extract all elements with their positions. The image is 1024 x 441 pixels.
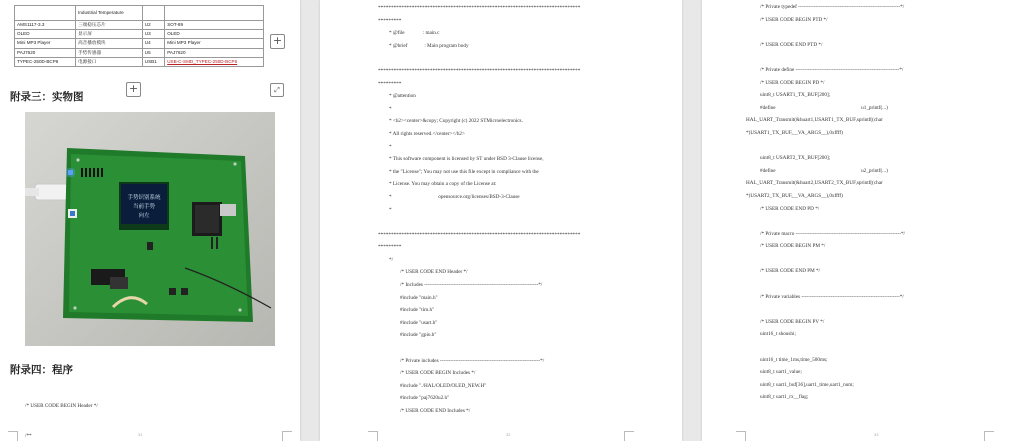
table-cell: USB1 xyxy=(142,57,164,66)
table-cell: TYPEC-250D-BCP6 xyxy=(15,57,76,66)
table-row xyxy=(15,39,264,48)
page2-code xyxy=(378,2,580,418)
table-cell xyxy=(165,6,264,21)
code-line: ********* xyxy=(378,80,402,87)
code-line xyxy=(746,140,905,153)
crop-mark xyxy=(984,431,994,441)
plus-icon: + xyxy=(128,82,139,95)
code-line: * xyxy=(389,206,392,213)
code-line: /* Private macro -------------------------------------------------------------*/ xyxy=(760,230,905,237)
code-line: /* Private variables ---------------------------------------------------------*/ xyxy=(760,293,904,300)
table-cell: PAJ7620 xyxy=(165,48,264,57)
crop-mark xyxy=(8,431,18,441)
code-line: /* USER CODE END PM */ xyxy=(760,268,821,275)
table-cell: 三端稳压芯片 xyxy=(76,21,143,30)
code-line: /* USER CODE BEGIN PTD */ xyxy=(760,16,828,23)
code-line: ********* xyxy=(378,244,402,251)
appendix-3-heading: 附录三：实物图 xyxy=(10,91,84,103)
code-line: HAL_UART_Transmit(&huart1,USART1_TX_BUF,sprintf((char xyxy=(746,117,883,124)
code-line: * xyxy=(389,143,392,150)
code-line xyxy=(378,216,580,229)
code-line: /* USER CODE END Includes */ xyxy=(400,408,471,414)
table-cell: AMS1117-3.3 xyxy=(15,21,76,30)
table-resize-handle[interactable] xyxy=(270,83,284,97)
table-cell: OLED xyxy=(15,30,76,39)
plus-icon: + xyxy=(272,34,283,47)
add-row-button[interactable] xyxy=(126,82,141,97)
code-line xyxy=(746,278,905,291)
document-page-33 xyxy=(702,0,1024,441)
table-cell: Industrial Temperature xyxy=(76,6,143,21)
code-line: #define u1_printf(...) xyxy=(760,104,888,111)
table-cell xyxy=(142,6,164,21)
code-line: uint8_t USART1_TX_BUF[200]; xyxy=(760,92,831,99)
table-row xyxy=(15,21,264,30)
page3-code xyxy=(746,1,905,404)
table-cell: 显示屏 xyxy=(76,30,143,39)
code-line: * @attention xyxy=(389,93,416,100)
table-cell: OLED xyxy=(165,30,264,39)
table-cell: SOT-89 xyxy=(165,21,264,30)
code-line: uint8_t uart1_value; xyxy=(760,369,802,376)
code-line: * opensource.org/licenses/BSD-3-Clause xyxy=(389,193,520,200)
code-line: /* USER CODE END PD */ xyxy=(760,205,820,212)
crop-mark xyxy=(282,431,292,441)
code-line: /* Private includes ----------------------------------------------------------*/ xyxy=(400,357,545,364)
code-line xyxy=(746,341,905,354)
table-cell: USB-C-SMD_TYPEC-250D-BCP6 xyxy=(165,57,264,66)
code-line: * All rights reserved.</center></h2> xyxy=(389,130,465,137)
code-line: uint8_t uart1_buf[36],uart1_time,uart1_num; xyxy=(760,381,854,388)
code-line: #include "usart.h" xyxy=(400,319,438,326)
expand-icon: ⤢ xyxy=(274,86,280,94)
code-line: HAL_UART_Transmit(&huart2,USART2_TX_BUF,sprintf((char xyxy=(746,180,883,187)
code-line: * xyxy=(389,105,392,112)
code-line xyxy=(746,51,905,64)
table-cell xyxy=(15,6,76,21)
code-line: /* USER CODE BEGIN Header */ xyxy=(25,403,98,409)
code-line: #include "main.h" xyxy=(400,294,438,301)
code-line: uint8_t uart1_rx__flag; xyxy=(760,394,809,401)
code-line: /** xyxy=(25,433,32,439)
code-line: * License. You may obtain a copy of the License at: xyxy=(389,181,497,188)
code-line: uint16_t time_1ms,time_500ms; xyxy=(760,356,828,363)
table-row xyxy=(15,6,264,21)
code-line: /* Private define ------------------------------------------------------------*/ xyxy=(760,66,904,73)
table-cell: U4 xyxy=(142,39,164,48)
code-line: #include "gpio.h" xyxy=(400,332,437,339)
code-line: #include "tim.h" xyxy=(400,307,435,314)
oled-line-3: 向左 xyxy=(138,213,150,219)
code-line: /* USER CODE BEGIN PM */ xyxy=(760,243,826,250)
code-line: #include "./HAL/OLED/OLED_NEW.H" xyxy=(400,382,487,389)
page-number: 31 xyxy=(138,432,143,437)
code-line: uint8_t USART2_TX_BUF[200]; xyxy=(760,155,831,162)
code-line: /* USER CODE BEGIN Includes */ xyxy=(400,370,476,377)
code-line: * This software component is licensed by ST under BSD 3-Clause license, xyxy=(389,156,544,163)
code-line: ********* xyxy=(378,17,402,24)
table-cell: U2 xyxy=(142,21,164,30)
code-line: * @brief : Main program body xyxy=(389,42,469,49)
component-table xyxy=(14,5,264,67)
code-line: /* Private typedef -----------------------------------------------------------*/ xyxy=(760,4,905,10)
code-line: /* USER CODE BEGIN PV */ xyxy=(760,318,825,325)
page-number: 33 xyxy=(874,432,879,437)
crop-mark xyxy=(624,431,634,441)
oled-line-1: 手势识别系统 xyxy=(127,195,161,201)
code-line xyxy=(746,26,905,39)
oled-line-2: 当前手势 xyxy=(132,204,156,210)
code-line xyxy=(378,52,580,65)
code-line xyxy=(746,303,905,316)
code-line: /* USER CODE END Header */ xyxy=(400,269,468,276)
document-page-31 xyxy=(0,0,300,441)
code-line: * the "License"; You may not use this file except in compliance with the xyxy=(389,168,539,175)
page1-code xyxy=(25,381,98,441)
crop-mark xyxy=(368,431,378,441)
code-line: *)USART1_TX_BUF,__VA_ARGS__),0xffff) xyxy=(746,129,843,136)
code-line: ****************************************************************************** xyxy=(378,67,581,74)
code-line: uint16_t shoushi; xyxy=(760,331,796,338)
add-column-button[interactable] xyxy=(270,34,285,49)
table-cell: Mini MP3 Player xyxy=(15,39,76,48)
code-line: * <h2><center>&copy; Copyright (c) 2022 STMicroelectronics. xyxy=(389,118,523,125)
table-row xyxy=(15,30,264,39)
code-line xyxy=(378,342,580,355)
code-line: */ xyxy=(389,256,394,263)
code-line: *)USART2_TX_BUF,__VA_ARGS__),0xffff) xyxy=(746,192,843,199)
table-row xyxy=(15,57,264,66)
code-line xyxy=(746,215,905,228)
hardware-photo xyxy=(25,112,275,346)
table-cell: PAJ7620 xyxy=(15,48,76,57)
table-cell: 电源接口 xyxy=(76,57,143,66)
pcb-photo-illustration xyxy=(25,112,275,346)
code-line: ****************************************************************************** xyxy=(378,231,581,238)
table-row xyxy=(15,48,264,57)
table-cell: 手势传感器 xyxy=(76,48,143,57)
table-cell: U3 xyxy=(142,30,164,39)
page-number: 32 xyxy=(506,432,511,437)
code-line: * @file : main.c xyxy=(389,30,440,37)
crop-mark xyxy=(736,431,746,441)
code-line: /* USER CODE END PTD */ xyxy=(760,41,823,48)
code-line: /* USER CODE BEGIN PD */ xyxy=(760,79,825,86)
document-page-32 xyxy=(320,0,682,441)
code-line: #include "paj7620u2.h" xyxy=(400,395,450,402)
code-line: /* Includes ------------------------------------------------------------------*/ xyxy=(400,282,543,289)
table-cell: 高音播放模块 xyxy=(76,39,143,48)
appendix-4-heading: 附录四：程序 xyxy=(10,364,73,376)
code-line xyxy=(746,253,905,266)
table-cell: U5 xyxy=(142,48,164,57)
code-line: ****************************************************************************** xyxy=(378,5,581,11)
table-cell: Mini MP3 Player xyxy=(165,39,264,48)
code-line: #define u2_printf(...) xyxy=(760,167,888,174)
